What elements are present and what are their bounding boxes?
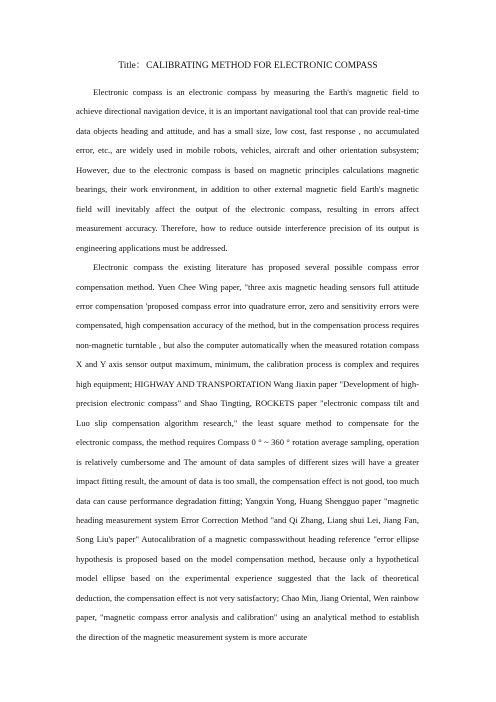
paragraph-1: Electronic compass is an electronic compass by measuring the Earth's magnetic field to achieve directional navigation device, it is an important navigational tool that can provide real-time data objects heading and attitude, and has a small size, low cost, fast response , no accumulated error, etc., are widely used in mobile robots, vehicles, aircraft and other orientation subsystem; However, due to the electronic compass is based on magnetic principles calculations magnetic bearings, their work environment, in addition to other external magnetic field Earth's magnetic field will inevitably affect the output of the electronic compass, resulting in errors affect measurement accuracy. Therefore, how to reduce outside interference precision of its output is engineering applications must be addressed. (76, 87, 419, 253)
document-body (76, 83, 419, 647)
document-title (0, 57, 496, 71)
paragraph-2: Electronic compass the existing literature has proposed several possible compass error compensation method. Yuen Chee Wing paper, "three axis magnetic heading sensors full attitude error compensation 'proposed compass error into quadrature error, zero and sensitivity errors were compensated, high compensation accuracy of the method, but in the compensation process requires non-magnetic turntable , but also the computer automatically when the measured rotation compass X and Y axis sensor output maximum, minimum, the calibration process is complex and requires high equipment; HIGHWAY AND TRANSPORTATION Wang Jiaxin paper "Development of high-precision electronic compass" and Shao Tingting, ROCKETS paper "electronic compass tilt and Luo slip compensation algorithm research," the least square method to compensate for the electronic compass, the method requires Compass 0 ° ~ 360 ° rotation average sampling, operation is relatively cumbersome and The amount of data samples of different sizes will have a greater impact fitting result, the amount of data is too small, the compensation effect is not good, too much data can cause performance degradation fitting; Yangxin Yong, Huang Shengguo paper "magnetic heading measurement system Error Correction Method "and Qi Zhang, Liang shui Lei, Jiang Fan, Song Liu's paper" Autocalibration of a magnetic compasswithout heading reference "error ellipse hypothesis is proposed based on the model compensation method, because only a hypothetical model ellipse based on the experimental experience suggested that the lack of theoretical deduction, the compensation effect is not very satisfactory; Chao Min, Jiang Oriental, Wen rainbow paper, "magnetic compass error analysis and calibration" using an analytical method to establish the direction of the magnetic measurement system is more accurate (76, 262, 419, 642)
title-text: CALIBRATING METHOD FOR ELECTRONIC COMPASS (146, 61, 378, 71)
title-label: Title： (118, 61, 146, 71)
